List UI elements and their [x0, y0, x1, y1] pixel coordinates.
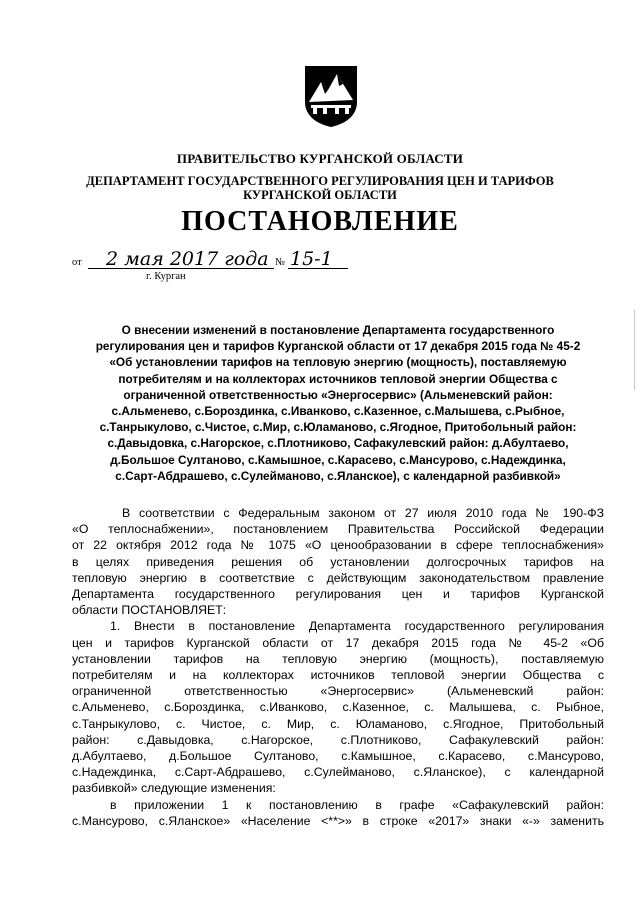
- document-subject: [72, 322, 604, 484]
- subject-line: с.Давыдовка, с.Нагорское, с.Плотниково, Сафакулевский район: д.Абултаево,: [107, 436, 569, 451]
- body-line: Департамента государственного регулирования цен и тарифов Курганской: [72, 587, 604, 602]
- department-title: [0, 174, 640, 202]
- subject-line: с.Танрыкулово, с.Чистое, с.Мир, с.Юламаново, с.Ягодное, Притобольный район:: [99, 420, 577, 435]
- subject-line: потребителям и на коллекторах источников тепловой энергии Общества с: [118, 371, 558, 386]
- subject-line: ограниченной ответственностью «Энергосервис» (Альменевский район:: [123, 387, 553, 402]
- department-line: ДЕПАРТАМЕНТ ГОСУДАРСТВЕННОГО РЕГУЛИРОВАНИЯ ЦЕН И ТАРИФОВ: [86, 174, 554, 188]
- body-line: цен и тарифов Курганской области от 17 декабря 2015 года № 45-2 «Об: [72, 635, 604, 650]
- handwritten-date: 2 мая 2017 года: [106, 248, 269, 270]
- subject-line: д.Большое Султаново, с.Камышное, с.Карасево, с.Мансурово, с.Надеждинка,: [110, 452, 566, 467]
- subject-line: с.Сарт-Абдрашево, с.Сулейманово, с.Яланское), с календарной разбивкой»: [115, 468, 561, 483]
- document-type: ПОСТАНОВЛЕНИЕ: [181, 206, 459, 237]
- body-line: области ПОСТАНОВЛЯЕТ:: [72, 603, 227, 618]
- body-line: д.Абултаево, д.Большое Султаново, с.Камышное, с.Карасево, с.Мансурово,: [72, 749, 604, 764]
- body-line: в приложении 1 к постановлению в графе «Сафакулевский район:: [110, 797, 604, 812]
- number-label: №: [275, 257, 286, 268]
- body-line: с.Альменево, с.Бороздинка, с.Иванково, с.Казенное, с. Малышева, с. Рыбное,: [72, 700, 604, 715]
- body-line: район: с.Давыдовка, с.Нагорское, с.Плотниково, Сафакулевский район:: [72, 732, 604, 747]
- body-line: В соответствии с Федеральным законом от 27 июля 2010 года № 190-ФЗ: [122, 506, 604, 520]
- body-line: в целях приведения решения об установлении долгосрочных тарифов на: [72, 554, 604, 569]
- date-number-line: [72, 248, 372, 272]
- subject-line: «Об установлении тарифов на тепловую энергию (мощность), поставляемую: [109, 355, 567, 370]
- body-line: ограниченной ответственностью «Энергосервис» (Альменевский район:: [72, 684, 604, 699]
- body-line: с.Мансурово, с.Яланское» «Население <**>» в строке «2017» знаки «-» заменить: [72, 813, 604, 828]
- government-title: ПРАВИТЕЛЬСТВО КУРГАНСКОЙ ОБЛАСТИ: [176, 151, 464, 166]
- subject-line: О внесении изменений в постановление Департамента государственного: [121, 323, 555, 337]
- handwritten-number: 15-1: [290, 248, 333, 270]
- from-label: от: [72, 257, 82, 268]
- body-line: от 22 октября 2012 года № 1075 «О ценообразовании в сфере теплоснабжения»: [72, 538, 604, 553]
- body-line: с.Надеждинка, с.Сарт-Абдрашево, с.Сулейманово, с.Яланское), с календарной: [72, 765, 604, 780]
- body-line: установлении тарифов на тепловую энергию (мощность), поставляемую: [72, 651, 604, 666]
- body-line: разбивкой» следующие изменения:: [72, 781, 276, 796]
- department-line: КУРГАНСКОЙ ОБЛАСТИ: [243, 188, 397, 202]
- document-body: [72, 505, 604, 829]
- body-line: 1. Внести в постановление Департамента государственного регулирования: [110, 619, 604, 634]
- city: г. Курган: [146, 271, 186, 282]
- subject-line: регулирования цен и тарифов Курганской области от 17 декабря 2015 года № 45-2: [95, 339, 581, 354]
- body-line: «О теплоснабжении», постановлением Правительства Российской Федерации: [72, 522, 604, 537]
- body-line: потребителям и на коллекторах источников тепловой энергии Общества с: [72, 668, 604, 683]
- coat-of-arms-icon: [301, 64, 361, 128]
- subject-line: с.Альменево, с.Бороздинка, с.Иванково, с.Казенное, с.Малышева, с.Рыбное,: [111, 404, 565, 419]
- body-line: с.Танрыкулово, с. Чистое, с. Мир, с. Юламаново, с.Ягодное, Притобольный: [72, 716, 604, 731]
- scan-edge-mark: [634, 310, 635, 390]
- body-line: тепловую энергию в соответствие с действующим законодательством правление: [72, 570, 604, 585]
